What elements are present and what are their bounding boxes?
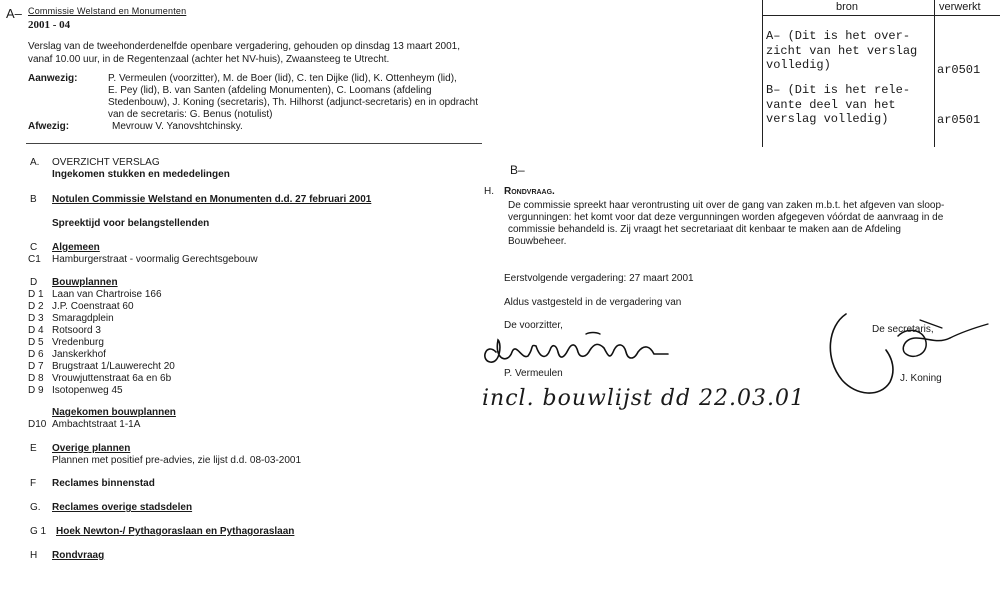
agenda-item: Brugstraat 1/Lauwerecht 20 [52, 361, 175, 372]
agenda-item-d10: Ambachtstraat 1-1A [52, 419, 141, 430]
table-border [762, 15, 1000, 16]
rondvraag-line: De commissie spreekt haar verontrusting uit over de gang van zaken m.b.t. het afgeven van sloop- [508, 200, 945, 211]
table-border [934, 0, 935, 147]
table-cell-source: A– (Dit is het over- zicht van het verslag volledig) [766, 29, 918, 72]
agenda-code-c: C [30, 242, 38, 253]
agenda-code-b: B [30, 194, 37, 205]
agenda-item-code: D 6 [28, 349, 44, 360]
agenda-title-c: Algemeen [52, 242, 100, 253]
handwritten-note: incl. bouwlijst dd 22.03.01 [482, 386, 806, 411]
chair-name: P. Vermeulen [504, 368, 563, 379]
chair-signature [478, 330, 673, 372]
agenda-code-h: H [30, 550, 38, 561]
intro-line-2: vanaf 10.00 uur, in de Regentenzaal (achter het NV-huis), Zwaansteeg te Utrecht. [28, 54, 390, 65]
present-line: E. Pey (lid), B. van Santen (afdeling Monumenten), C. Loomans (afdeling [108, 85, 432, 96]
agenda-sub-b: Spreektijd voor belangstellenden [52, 218, 210, 229]
agenda-item: Smaragdplein [52, 313, 114, 324]
agenda-title-g1: Hoek Newton-/ Pythagoraslaan en Pythagoraslaan [56, 526, 295, 537]
agenda-item-code: D 5 [28, 337, 44, 348]
section-marker-b: B– [510, 163, 525, 177]
agenda-title-d: Bouwplannen [52, 277, 118, 288]
agenda-item: Vredenburg [52, 337, 104, 348]
agenda-item-code: D 8 [28, 373, 44, 384]
next-meeting: Eerstvolgende vergadering: 27 maart 2001 [504, 273, 694, 284]
agenda-code-d: D [30, 277, 38, 288]
agenda-code-d10: D10 [28, 419, 47, 430]
present-line: van de secretaris: G. Benus (notulist) [108, 109, 273, 120]
secretary-signature [820, 298, 996, 402]
agenda-item-code: D 2 [28, 301, 44, 312]
agenda-item: Rotsoord 3 [52, 325, 101, 336]
agenda-title-h: Rondvraag [52, 550, 105, 561]
rondvraag-line: vergunningen: het komt voor dat deze vergunningen worden afgegeven vóórdat de aanvraag in de [508, 212, 944, 223]
agenda-item-code: D 4 [28, 325, 44, 336]
adopted-text: Aldus vastgesteld in de vergadering van [504, 297, 682, 308]
intro-line-1: Verslag van de tweehonderdenelfde openbare vergadering, gehouden op dinsdag 13 maart 2001, [28, 41, 460, 52]
agenda-title-e: Overige plannen [52, 443, 131, 454]
agenda-code-a: A. [30, 157, 40, 168]
agenda-title-b: Notulen Commissie Welstand en Monumenten d.d. 27 februari 2001 [52, 194, 372, 205]
agenda-code-g: G. [30, 502, 41, 513]
rondvraag-line: Bouwbeheer. [508, 236, 567, 247]
agenda-item: Janskerkhof [52, 349, 106, 360]
table-cell-code: ar0501 [937, 113, 981, 127]
table-header-bron: bron [836, 1, 859, 13]
agenda-item-code: D 7 [28, 361, 44, 372]
agenda-item-code: D 9 [28, 385, 44, 396]
agenda-item-c1: Hamburgerstraat - voormalig Gerechtsgebouw [52, 254, 258, 265]
agenda-item: Laan van Chartroise 166 [52, 289, 162, 300]
agenda-code-c1: C1 [28, 254, 41, 265]
agenda-sub-a: Ingekomen stukken en mededelingen [52, 169, 230, 180]
agenda-item-e: Plannen met positief pre-advies, zie lijst d.d. 08-03-2001 [52, 455, 302, 466]
agenda-title-a: OVERZICHT VERSLAG [52, 157, 160, 168]
header-divider [26, 143, 482, 144]
absent-label: Afwezig: [28, 121, 70, 132]
agenda-title-f: Reclames binnenstad [52, 478, 155, 489]
present-line: P. Vermeulen (voorzitter), M. de Boer (lid), C. ten Dijke (lid), K. Ottenheym (lid), [108, 73, 457, 84]
agenda-code-g1: G 1 [30, 526, 47, 537]
rondvraag-code: H. [484, 186, 494, 197]
present-label: Aanwezig: [28, 73, 78, 84]
agenda-item: Isotopenweg 45 [52, 385, 123, 396]
secretary-name: J. Koning [900, 373, 942, 384]
agenda-item-code: D 3 [28, 313, 44, 324]
bron-table [762, 0, 1000, 147]
table-cell-source: B– (Dit is het rele- vante deel van het verslag volledig) [766, 83, 911, 126]
rondvraag-title: Rondvraag. [504, 186, 555, 197]
agenda-code-f: F [30, 478, 37, 489]
document-number: 2001 - 04 [28, 19, 71, 31]
chair-label: De voorzitter, [504, 320, 563, 331]
present-line: Stedenbouw), J. Koning (secretaris), Th. Hilhorst (adjunct-secretaris) en in opdracht [108, 97, 478, 108]
organization-title: Commissie Welstand en Monumenten [28, 6, 187, 16]
secretary-label: De secretaris, [872, 324, 934, 335]
section-marker-a: A– [6, 6, 22, 21]
agenda-item: Vrouwjuttenstraat 6a en 6b [52, 373, 172, 384]
agenda-item-code: D 1 [28, 289, 44, 300]
rondvraag-line: commissie behandeld is. Zij vraagt het secretariaat dit kenbaar te maken aan de Afdeling [508, 224, 901, 235]
absent-text: Mevrouw V. Yanovshtchinsky. [112, 121, 243, 132]
agenda-title-g: Reclames overige stadsdelen [52, 502, 193, 513]
agenda-code-e: E [30, 443, 37, 454]
table-cell-code: ar0501 [937, 63, 981, 77]
table-header-verwerkt: verwerkt [939, 1, 981, 13]
agenda-item: J.P. Coenstraat 60 [52, 301, 134, 312]
agenda-title-late: Nagekomen bouwplannen [52, 407, 176, 418]
table-border [762, 0, 763, 147]
